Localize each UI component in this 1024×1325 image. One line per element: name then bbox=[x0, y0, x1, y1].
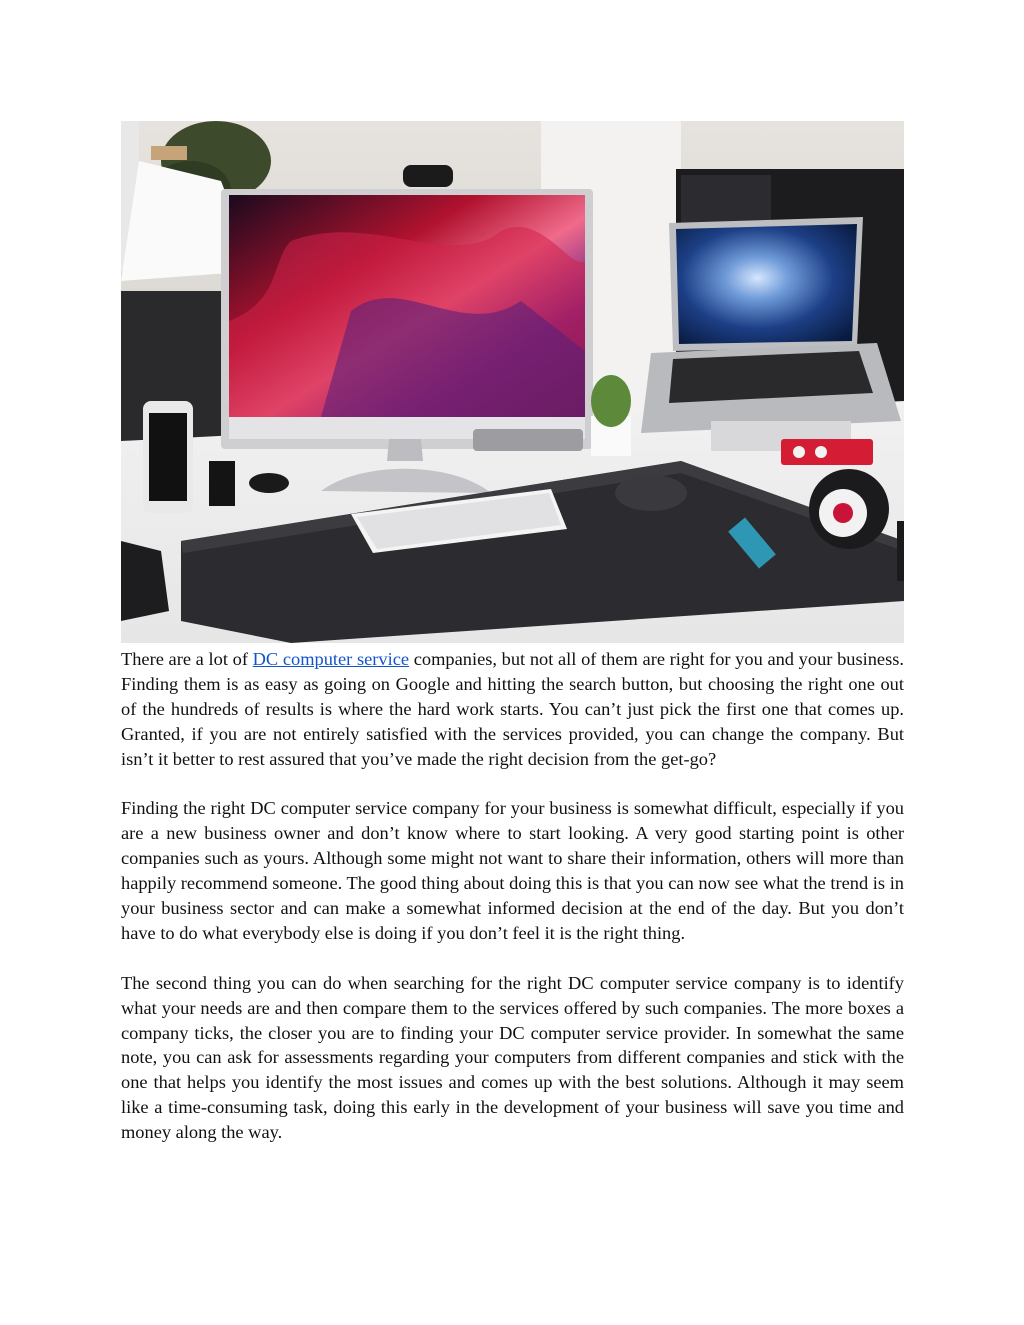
paragraph-1-rest: companies, but not all of them are right for you and your business. Finding them is as easy as going on Google and hitting the search button, but choosing the right one out of the hundreds of results is where the hard work starts. You can’t just pick the first one that comes up. Granted, if you are not entirely satisfied with the services provided, you can change the company. But isn’t it better to rest assured that you’ve made the right decision from the get-go? bbox=[121, 649, 904, 769]
paragraph-2: Finding the right DC computer service company for your business is somewhat difficult, especially if you are a new business owner and don’t know where to start looking. A very good starting point is other companies such as yours. Although some might not want to share their information, others will more than happily recommend someone. The good thing about doing this is that you can now see what the trend is in your business sector and can make a somewhat informed decision at the end of the day. But you don’t have to do what everybody else is doing if you don’t feel it is the right thing. bbox=[121, 798, 904, 943]
desk-setup-photo bbox=[121, 121, 904, 643]
article-body bbox=[121, 647, 904, 1145]
document-page bbox=[121, 121, 904, 1170]
paragraph-1 bbox=[121, 647, 904, 772]
dc-computer-service-link[interactable]: DC computer service bbox=[252, 649, 410, 669]
paragraph-3: The second thing you can do when searching for the right DC computer service company is to identify what your needs are and then compare them to the services offered by such companies. The more boxes a company ticks, the closer you are to finding your DC computer service provider. In somewhat the same note, you can ask for assessments regarding your computers from different companies and stick with the one that helps you identify the most issues and comes up with the best solutions. Although it may seem like a time-consuming task, doing this early in the development of your business will save you time and money along the way. bbox=[121, 972, 904, 1143]
paragraph-1-lead: There are a lot of bbox=[121, 649, 253, 669]
